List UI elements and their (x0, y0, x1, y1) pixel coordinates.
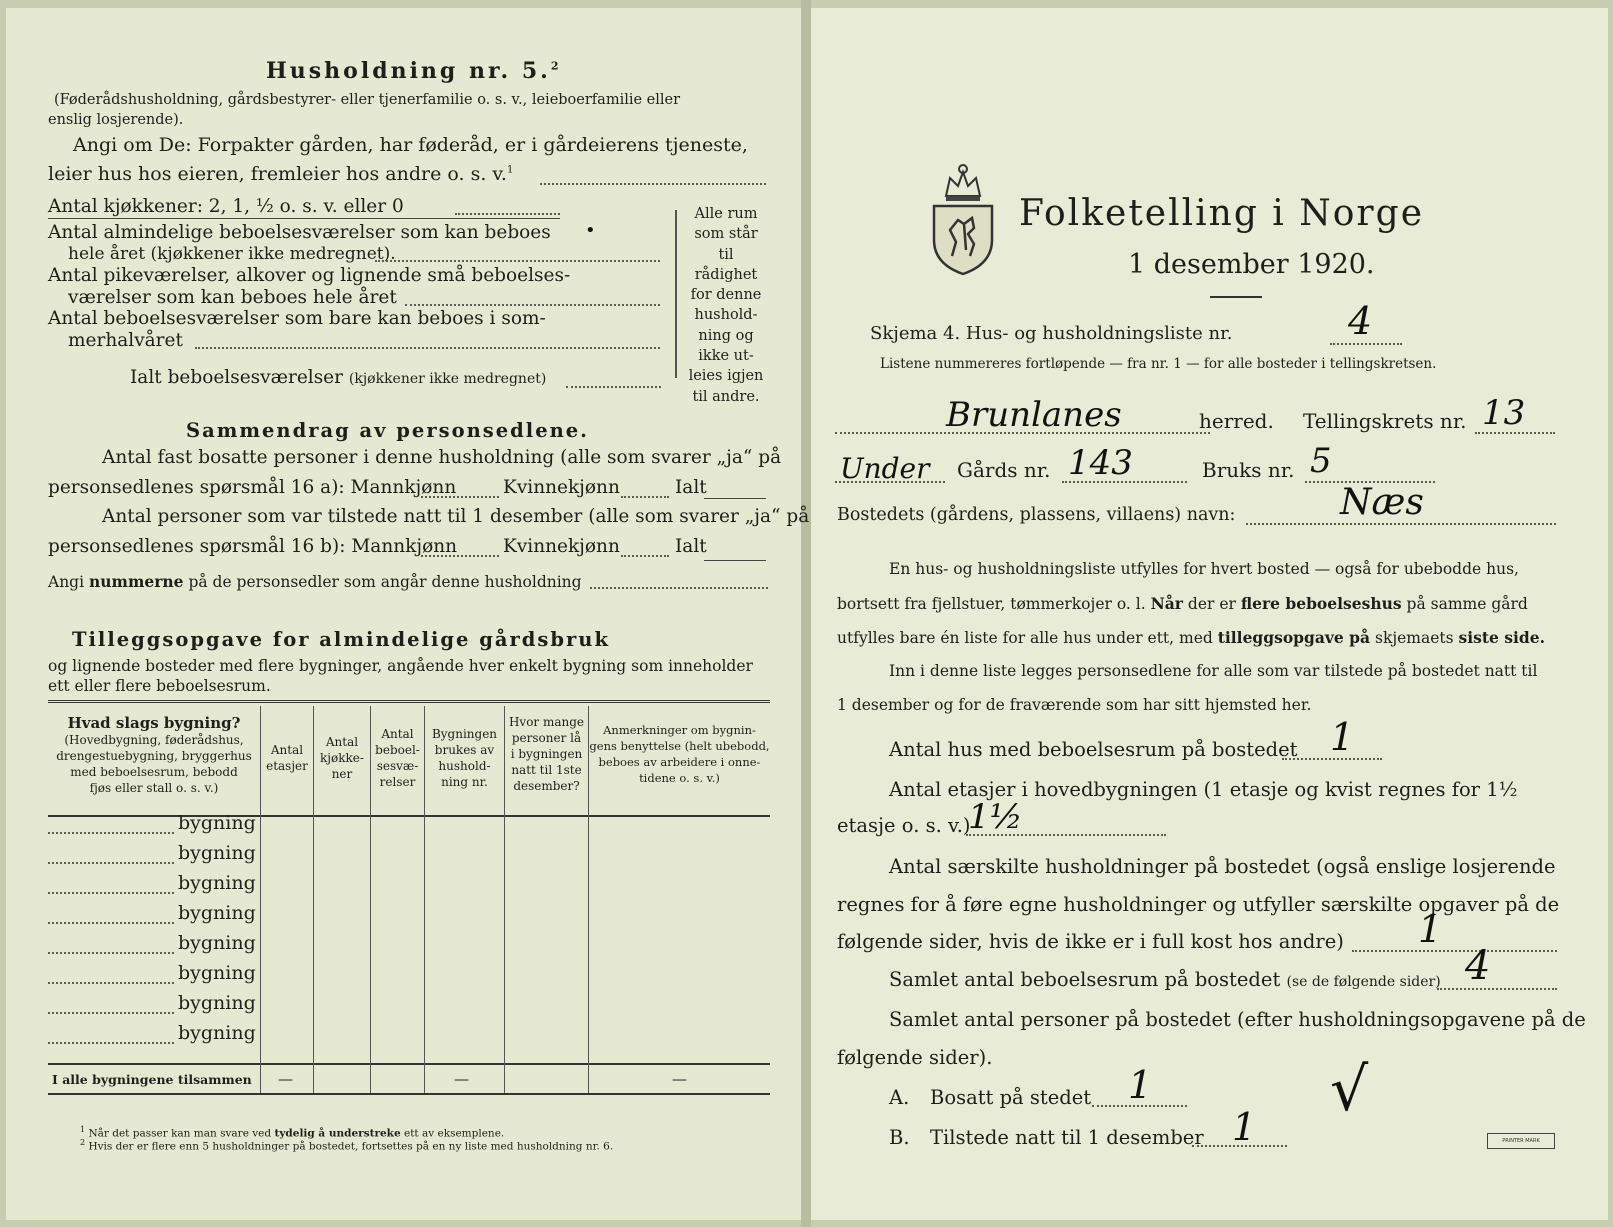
schema-label: Skjema 4. Hus- og husholdningsliste nr. (870, 323, 1233, 344)
footnote-1: $^1$ Når det passer kan man svare ved tydelig å understreke ett av eksemplene. (80, 1125, 505, 1140)
instruction-line-2: bortsett fra fjellstuer, tømmerkojer o. l. Når der er flere beboelseshus på samme gård (837, 594, 1528, 613)
floors-label-1: Antal etasjer i hovedbygningen (1 etasje og kvist regnes for 1½ (889, 778, 1518, 801)
krets-value[interactable]: 13 (1482, 393, 1526, 433)
instruction-line-5: 1 desember og for de fraværende som har sitt hjemsted her. (837, 696, 1312, 714)
tilstede-value[interactable]: 1 (1232, 1105, 1257, 1149)
side-note-line: til andre. (692, 388, 760, 405)
header-line: Anmerkninger om bygnin- (603, 723, 756, 737)
instruction-line-4: Inn i denne liste legges personsedlene for alle som var tilstede på bostedet natt til (889, 662, 1538, 680)
under-value: Under (840, 452, 930, 485)
bosatt-letter: A. (889, 1086, 910, 1109)
table-row[interactable] (48, 866, 260, 896)
question-summer-rooms-1: Antal beboelsesværelser som bare kan beboes i som- (48, 308, 546, 329)
side-note-line: ning og (698, 327, 754, 344)
rooms-answer-line[interactable] (375, 260, 660, 262)
bruks-label: Bruks nr. (1202, 458, 1295, 482)
rooms-label: Samlet antal beboelsesrum på bostedet (se de følgende sider) (889, 968, 1441, 991)
instruction-line-3: utfylles bare én liste for alle hus under ett, med tilleggsopgave på skjemaets siste side. (837, 628, 1546, 647)
question-kitchens: Antal kjøkkener: 2, 1, ½ o. s. v. eller 0 (48, 196, 404, 217)
total-rooms-answer-line[interactable] (566, 386, 661, 388)
supplement-title: Tilleggsopgave for almindelige gårdsbruk (72, 628, 610, 651)
rooms-value[interactable]: 4 (1465, 943, 1491, 989)
kitchens-answer-line[interactable] (455, 213, 560, 215)
herred-label: herred. (1199, 409, 1274, 433)
question-small-rooms-2: værelser som kan beboes hele året (68, 287, 397, 308)
gards-value[interactable]: 143 (1068, 443, 1133, 483)
header-line: natt til 1ste (511, 763, 582, 777)
header-line: hushold- (438, 759, 491, 773)
household-note-line-1: (Føderådshusholdning, gårdsbestyrer- eller tjenerfamilie o. s. v., leieboerfamilie eller (54, 92, 681, 108)
table-row[interactable] (48, 956, 260, 986)
summer-rooms-answer-line[interactable] (195, 347, 660, 349)
header-line: i bygningen (510, 747, 583, 761)
side-note-line: rådighet (694, 266, 758, 283)
header-line: personer lå (511, 731, 582, 745)
header-line: ner (331, 767, 353, 781)
question-rooms-1: Antal almindelige beboelsesværelser som kan beboes (48, 222, 551, 243)
header-line: Antal (381, 727, 414, 741)
table-total-rule (48, 1063, 770, 1065)
bosted-line[interactable] (1246, 523, 1556, 525)
households-label-1: Antal særskilte husholdninger på bostedet (også enslige losjerende (889, 855, 1556, 878)
fixed-total-answer[interactable] (704, 498, 766, 499)
row-fill-line[interactable] (48, 862, 174, 864)
present-female-answer[interactable] (621, 555, 669, 557)
row-label: bygning (178, 842, 256, 864)
ask-line-1: Angi om De: Forpakter gården, har føderåd, er i gårdeierens tjeneste, (73, 134, 748, 156)
header-line: relser (379, 775, 416, 789)
houses-value[interactable]: 1 (1330, 715, 1355, 759)
household-title: Husholdning nr. 5.$^2$ (266, 58, 562, 84)
tilstede-label: Tilstede natt til 1 desember (930, 1126, 1204, 1149)
table-bottom-rule (48, 1093, 770, 1095)
header-line: drengestuebygning, bryggerhus (56, 749, 252, 763)
present-total-label: Ialt (675, 536, 707, 557)
coat-of-arms-icon (928, 160, 998, 278)
row-label: bygning (178, 872, 256, 894)
header-kitchens (314, 734, 370, 782)
present-male-answer[interactable] (421, 555, 499, 557)
header-line: desember? (513, 779, 580, 793)
row-fill-line[interactable] (48, 1042, 174, 1044)
header-line: kjøkke- (320, 751, 364, 765)
side-note-line: som står til (694, 226, 758, 263)
row-fill-line[interactable] (48, 922, 174, 924)
header-line: gens benyttelse (helt ubebodd, (589, 739, 770, 753)
row-label: bygning (178, 902, 256, 924)
side-note-line: for denne (690, 287, 762, 304)
header-line: fjøs eller stall o. s. v.) (89, 781, 219, 795)
fixed-total-label: Ialt (675, 477, 707, 498)
row-label: bygning (178, 962, 256, 984)
households-line[interactable] (1352, 950, 1557, 952)
row-fill-line[interactable] (48, 832, 174, 834)
header-line: med beboelsesrum, bebodd (70, 765, 238, 779)
side-note (686, 204, 766, 407)
row-fill-line[interactable] (48, 892, 174, 894)
header-persons (505, 714, 588, 794)
header-line: Hvor mange (508, 715, 585, 729)
row-fill-line[interactable] (48, 982, 174, 984)
fixed-male-answer[interactable] (421, 496, 499, 498)
summary-fixed-line-1: Antal fast bosatte personer i denne husholdning (alle som svarer „ja“ på (102, 447, 782, 468)
table-row[interactable] (48, 836, 260, 866)
krets-label: Tellingskrets nr. (1303, 409, 1467, 433)
row-label: bygning (178, 992, 256, 1014)
schema-number-value[interactable]: 4 (1348, 299, 1373, 343)
table-row[interactable] (48, 986, 260, 1016)
header-line: tidene o. s. v.) (639, 771, 720, 785)
title-divider (1210, 296, 1262, 298)
header-line: Antal (325, 735, 359, 749)
persons-label-2: følgende sider). (837, 1046, 993, 1069)
households-label-3: følgende sider, hvis de ikke er i full kost hos andre) (837, 930, 1344, 953)
bosatt-value[interactable]: 1 (1128, 1063, 1153, 1107)
instruction-line-1: En hus- og husholdningsliste utfylles for hvert bosted — også for ubebodde hus, (889, 560, 1519, 578)
numbers-line: Angi nummerne på de personsedler som angår denne husholdning (48, 572, 582, 591)
floors-value[interactable]: 1½ (968, 797, 1023, 837)
total-row-dash: — (672, 1070, 687, 1088)
table-row[interactable] (48, 806, 260, 836)
numbers-answer-line[interactable] (590, 587, 768, 589)
side-note-line: leies igjen (688, 368, 764, 385)
persons-label-1: Samlet antal personer på bostedet (efter husholdningsopgavene på de (889, 1008, 1586, 1031)
footnote-2: $^2$ Hvis der er flere enn 5 husholdninger på bostedet, fortsettes på en ny liste med husholdning nr. 6. (80, 1138, 614, 1153)
household-note-line-2: enslig losjerende). (48, 112, 184, 128)
summary-present-line-2: personsedlenes spørsmål 16 b): Mannkjønn (48, 536, 458, 557)
header-line: etasjer (266, 759, 308, 773)
bosted-label: Bostedets (gårdens, plassens, villaens) navn: (837, 505, 1236, 525)
schema-number-line[interactable] (1330, 343, 1402, 345)
summary-fixed-line-2: personsedlenes spørsmål 16 a): Mannkjønn (48, 477, 457, 498)
header-line: Antal (270, 743, 304, 757)
row-label: bygning (178, 932, 256, 954)
total-row-dash: — (454, 1070, 469, 1088)
fixed-female-label: Kvinnekjønn (503, 477, 620, 498)
header-household (425, 726, 504, 790)
table-top-rule (48, 700, 770, 703)
check-mark: √ (1330, 1055, 1369, 1125)
floors-label-2: etasje o. s. v.) (837, 814, 971, 837)
bruks-value[interactable]: 5 (1310, 441, 1332, 481)
under-line (835, 481, 945, 483)
header-line: sesvæ- (376, 759, 419, 773)
header-line: beboel- (375, 743, 420, 757)
summary-title: Sammendrag av personsedlene. (186, 419, 589, 442)
header-line: (Hovedbygning, føderådshus, (64, 733, 244, 747)
side-note-line: ikke ut- (698, 348, 754, 365)
ask-line-2: leier hus hos eieren, fremleier hos andre o. s. v.$^1$ (48, 163, 514, 185)
building-table (48, 700, 770, 1093)
question-total-rooms: Ialt beboelsesværelser (kjøkkener ikke medregnet) (130, 367, 547, 388)
header-line: brukes av (434, 743, 495, 757)
rooms-line[interactable] (1437, 988, 1557, 990)
total-row-label: I alle bygningene tilsammen (52, 1072, 252, 1087)
summary-present-line-1: Antal personer som var tilstede natt til 1 desember (alle som svarer „ja“ på (102, 506, 810, 527)
houses-label: Antal hus med beboelsesrum på bostedet (889, 738, 1298, 761)
header-rooms (371, 726, 424, 790)
printer-stamp: PRINTER MARK (1487, 1133, 1555, 1149)
households-value[interactable]: 1 (1418, 907, 1443, 951)
numbering-note: Listene nummereres fortløpende — fra nr. 1 — for alle bosteder i tellingskretsen. (880, 356, 1437, 372)
header-floors (261, 742, 313, 774)
question-small-rooms-1: Antal pikeværelser, alkover og lignende små beboelses- (48, 265, 571, 286)
supplement-line-2: ett eller flere beboelsesrum. (48, 677, 271, 695)
households-label-2: regnes for å føre egne husholdninger og utfyller særskilte opgaver på de (837, 893, 1560, 916)
row-label: bygning (178, 812, 256, 834)
table-row[interactable] (48, 926, 260, 956)
page-fold (801, 0, 811, 1227)
gards-label: Gårds nr. (957, 458, 1051, 482)
row-fill-line[interactable] (48, 1012, 174, 1014)
header-line: beboes av arbeidere i onne- (598, 755, 761, 769)
present-total-answer[interactable] (704, 560, 766, 561)
present-female-label: Kvinnekjønn (503, 536, 620, 557)
rule (48, 218, 560, 219)
main-title: Folketelling i Norge (1019, 193, 1424, 234)
header-line: ning nr. (441, 775, 488, 789)
handwritten-dot: • (585, 220, 596, 241)
header-remarks (589, 722, 770, 786)
total-row-dash: — (278, 1070, 293, 1088)
tilstede-letter: B. (889, 1126, 910, 1149)
bosatt-label: Bosatt på stedet (930, 1086, 1092, 1109)
side-note-line: Alle rum (694, 206, 758, 222)
question-summer-rooms-2: merhalvåret (68, 330, 183, 351)
question-rooms-2: hele året (kjøkkener ikke medregnet). (68, 244, 396, 264)
table-row[interactable] (48, 896, 260, 926)
supplement-line-1: og lignende bosteder med flere bygninger, angående hver enkelt bygning som inneholder (48, 657, 753, 675)
header-line: Bygningen (431, 727, 498, 741)
small-rooms-answer-line[interactable] (405, 304, 660, 306)
bosted-value[interactable]: Næs (1340, 482, 1424, 523)
table-row[interactable] (48, 1016, 260, 1046)
side-note-line: hushold- (694, 307, 758, 324)
row-label: bygning (178, 1022, 256, 1044)
header-building-type-title: Hvad slags bygning? (67, 714, 241, 732)
ask-answer-line[interactable] (540, 183, 766, 185)
brace (675, 210, 677, 378)
header-building-type (50, 714, 258, 796)
herred-value[interactable]: Brunlanes (946, 395, 1122, 435)
row-fill-line[interactable] (48, 952, 174, 954)
census-date: 1 desember 1920. (1128, 249, 1375, 280)
fixed-female-answer[interactable] (621, 496, 669, 498)
